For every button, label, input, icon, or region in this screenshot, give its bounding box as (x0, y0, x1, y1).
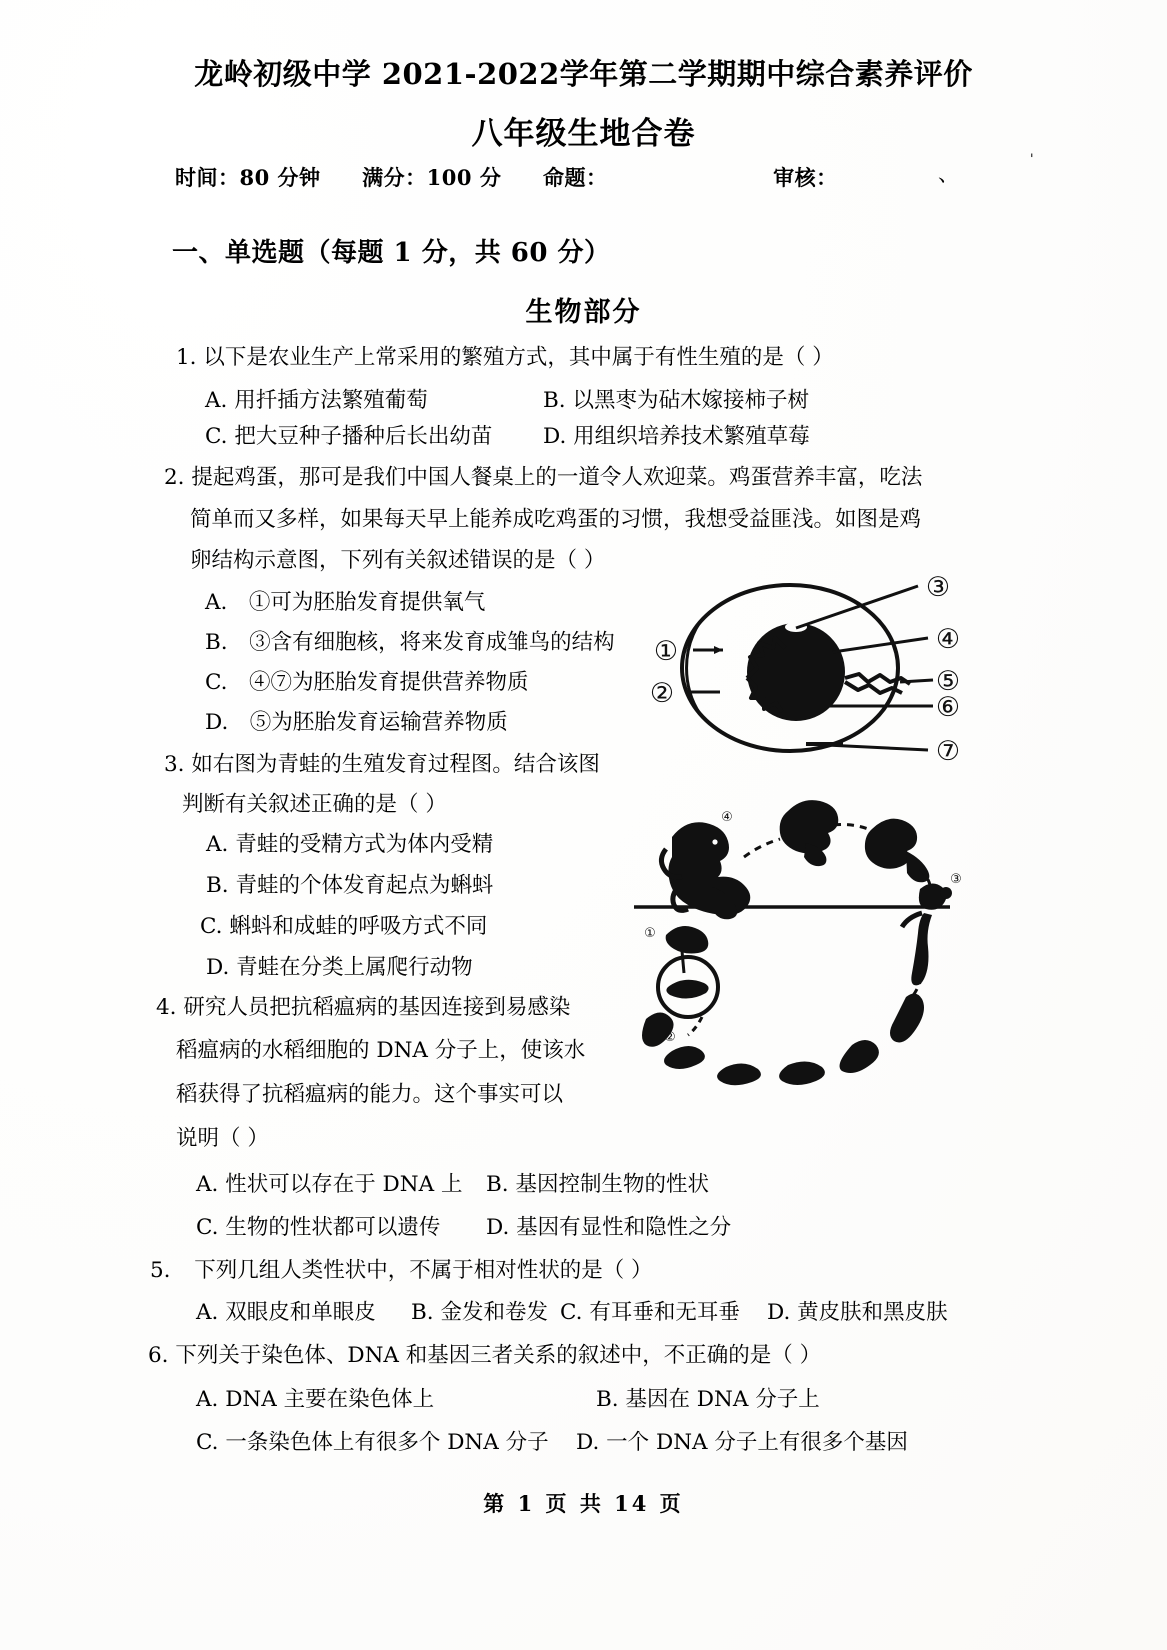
question-3-stem-line-2: 判断有关叙述正确的是（ ） (182, 792, 447, 817)
question-3-option-d[interactable]: D. 青蛙在分类上属爬行动物 (206, 955, 473, 980)
question-2-stem-line-3: 卵结构示意图，下列有关叙述错误的是（ ） (190, 548, 606, 573)
question-2-stem-line-2: 简单而又多样，如果每天早上能养成吃鸡蛋的习惯，我想受益匪浅。如图是鸡 (190, 507, 922, 532)
question-4-stem-line-1 (156, 995, 570, 1022)
question-1-option-d[interactable]: D. 用组织培养技术繁殖草莓 (543, 424, 810, 449)
meta-reviewer: 审核： (773, 165, 838, 190)
meta-total-score: 满分：100 分 (362, 165, 502, 190)
egg-label-3: ③ (925, 572, 951, 603)
egg-label-7: ⑦ (935, 736, 961, 767)
question-5-number: 5. (150, 1258, 171, 1283)
question-5-text: 下列几组人类性状中，不属于相对性状的是（ ） (194, 1258, 653, 1283)
question-6-text: 下列关于染色体、DNA 和基因三者关系的叙述中，不正确的是（ ） (175, 1343, 822, 1368)
question-6-option-c[interactable]: C. 一条染色体上有很多个 DNA 分子 (196, 1430, 549, 1455)
meta-tick-mark: 、 (938, 162, 959, 186)
question-4-option-b[interactable]: B. 基因控制生物的性状 (486, 1172, 709, 1197)
question-5-option-d[interactable]: D. 黄皮肤和黑皮肤 (767, 1300, 948, 1325)
question-4-option-c[interactable]: C. 生物的性状都可以遗传 (196, 1215, 441, 1240)
meta-time: 时间：80 分钟 (175, 165, 321, 190)
question-1-text: 以下是农业生产上常采用的繁殖方式，其中属于有性生殖的是（ ） (203, 345, 834, 370)
meta-author: 命题： (542, 165, 608, 190)
egg-label-2: ② (649, 678, 675, 709)
question-4-number: 4. (156, 995, 177, 1020)
question-1-option-b[interactable]: B. 以黑枣为砧木嫁接柿子树 (543, 388, 809, 413)
page-subtitle: 八年级生地合卷 (471, 116, 696, 152)
question-1-stem (176, 345, 834, 372)
question-3-stem-line-1 (164, 752, 600, 779)
page-footer: 第 1 页 共 14 页 (483, 1491, 684, 1516)
section-heading-single-choice: 一、单选题（每题 1 分，共 60 分） (172, 238, 611, 268)
question-2-option-d[interactable]: D. ⑤为胚胎发育运输营养物质 (205, 710, 508, 735)
question-2-option-a[interactable]: A. ①可为胚胎发育提供氧气 (205, 590, 486, 615)
question-1-number: 1. (176, 345, 197, 370)
egg-label-1: ① (653, 636, 679, 667)
page-title: 龙岭初级中学 2021-2022学年第二学期期中综合素养评价 (194, 57, 973, 91)
question-1-option-a[interactable]: A. 用扦插方法繁殖葡萄 (205, 388, 428, 413)
question-4-stem-line-4: 说明（ ） (176, 1126, 269, 1151)
question-5-stem (150, 1258, 653, 1285)
question-2-number: 2. (164, 465, 185, 490)
frog-life-cycle-figure (620, 765, 970, 1105)
question-6-stem (148, 1343, 821, 1370)
egg-label-4: ④ (935, 624, 961, 655)
question-4-stem-line-2: 稻瘟病的水稻细胞的 DNA 分子上，使该水 (176, 1038, 586, 1063)
question-3-option-a[interactable]: A. 青蛙的受精方式为体内受精 (206, 832, 494, 857)
question-6-option-a[interactable]: A. DNA 主要在染色体上 (196, 1387, 435, 1412)
meta-stray-dot: ' (1030, 152, 1034, 167)
question-3-option-c[interactable]: C. 蝌蚪和成蛙的呼吸方式不同 (200, 914, 488, 939)
question-6-option-d[interactable]: D. 一个 DNA 分子上有很多个基因 (576, 1430, 908, 1455)
question-2-option-c[interactable]: C. ④⑦为胚胎发育提供营养物质 (205, 670, 529, 695)
question-2-option-b[interactable]: B. ③含有细胞核，将来发育成雏鸟的结构 (205, 630, 615, 655)
question-6-option-b[interactable]: B. 基因在 DNA 分子上 (596, 1387, 820, 1412)
question-1-option-c[interactable]: C. 把大豆种子播种后长出幼苗 (205, 424, 493, 449)
frog-label-1: ① (644, 926, 656, 941)
egg-structure-figure (628, 560, 968, 770)
question-3-option-b[interactable]: B. 青蛙的个体发育起点为蝌蚪 (206, 873, 494, 898)
exam-meta-line (175, 162, 838, 192)
question-4-option-a[interactable]: A. 性状可以存在于 DNA 上 (196, 1172, 463, 1197)
question-5-option-b[interactable]: B. 金发和卷发 (411, 1300, 548, 1325)
question-2-text-1: 提起鸡蛋，那可是我们中国人餐桌上的一道令人欢迎菜。鸡蛋营养丰富，吃法 (191, 465, 923, 490)
question-4-stem-line-3: 稻获得了抗稻瘟病的能力。这个事实可以 (176, 1082, 564, 1107)
question-2-stem-line-1 (164, 465, 922, 492)
question-5-option-c[interactable]: C. 有耳垂和无耳垂 (560, 1300, 740, 1325)
question-4-option-d[interactable]: D. 基因有显性和隐性之分 (486, 1215, 732, 1240)
part-heading-biology: 生物部分 (525, 297, 642, 328)
egg-label-5: ⑤ (935, 666, 961, 697)
question-3-number: 3. (164, 752, 185, 777)
frog-label-3: ③ (950, 872, 962, 887)
frog-label-4: ④ (721, 810, 733, 825)
frog-label-2: ② (664, 1030, 676, 1045)
question-3-text-1: 如右图为青蛙的生殖发育过程图。结合该图 (191, 752, 600, 777)
question-4-text-1: 研究人员把抗稻瘟病的基因连接到易感染 (183, 995, 571, 1020)
egg-label-6: ⑥ (935, 692, 961, 723)
question-5-option-a[interactable]: A. 双眼皮和单眼皮 (196, 1300, 376, 1325)
question-6-number: 6. (148, 1343, 169, 1368)
